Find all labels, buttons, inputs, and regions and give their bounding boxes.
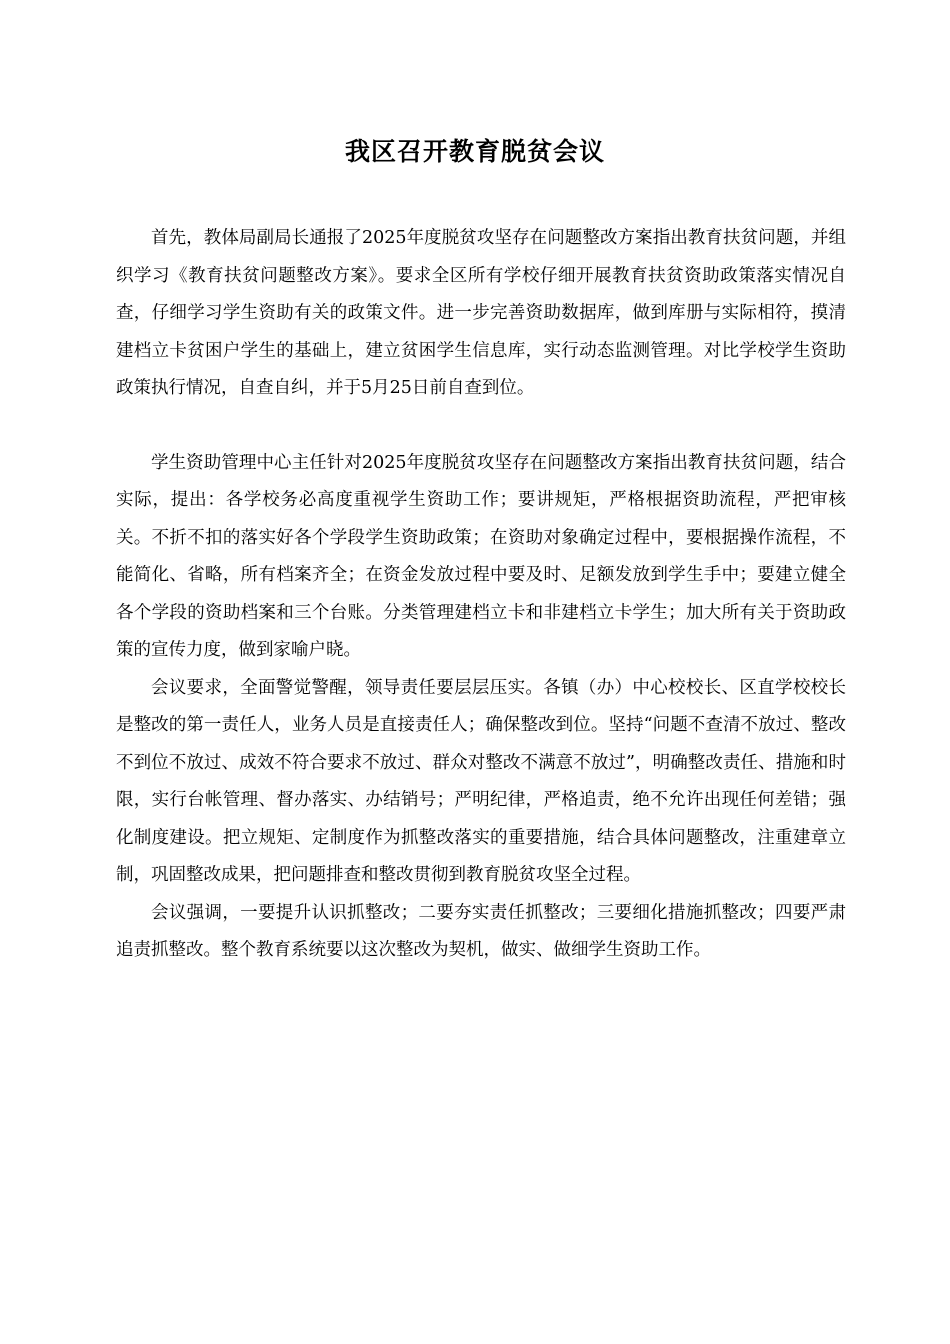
paragraph-4: 会议强调，一要提升认识抓整改；二要夯实责任抓整改；三要细化措施抓整改；四要严肃追责抓整改。整个教育系统要以这次整改为契机，做实、做细学生资助工作。 <box>116 902 846 960</box>
paragraph-1: 首先，教体局副局长通报了2025年度脱贫攻坚存在问题整改方案指出教育扶贫问题，并组织学习《教育扶贫问题整改方案》。要求全区所有学校仔细开展教育扶贫资助政策落实情况自查，仔细学习学生资助有关的政策文件。进一步完善资助数据库，做到库册与实际相符，摸清建档立卡贫困户学生的基础上，建立贫困学生信息库，实行动态监测管理。对比学校学生资助政策执行情况，自查自纠，并于5月25日前自查到位。 <box>116 228 846 398</box>
document-body <box>116 220 846 970</box>
document-title: 我区召开教育脱贫会议 <box>344 137 605 166</box>
paragraph-2: 学生资助管理中心主任针对2025年度脱贫攻坚存在问题整改方案指出教育扶贫问题，结合实际，提出：各学校务必高度重视学生资助工作；要讲规矩，严格根据资助流程，严把审核关。不折不扣的落实好各个学段学生资助政策；在资助对象确定过程中，要根据操作流程，不能简化、省略，所有档案齐全；在资金发放过程中要及时、足额发放到学生手中；要建立健全各个学段的资助档案和三个台账。分类管理建档立卡和非建档立卡学生；加大所有关于资助政策的宣传力度，做到家喻户晓。 <box>116 452 846 660</box>
paragraph-3: 会议要求，全面警觉警醒，领导责任要层层压实。各镇（办）中心校校长、区直学校校长是整改的第一责任人，业务人员是直接责任人；确保整改到位。坚持“问题不查清不放过、整改不到位不放过、成效不符合要求不放过、群众对整改不满意不放过”，明确整改责任、措施和时限，实行台帐管理、督办落实、办结销号；严明纪律，严格追责，绝不允许出现任何差错；强化制度建设。把立规矩、定制度作为抓整改落实的重要措施，结合具体问题整改，注重建章立制，巩固整改成果，把问题排查和整改贯彻到教育脱贫攻坚全过程。 <box>116 677 846 885</box>
